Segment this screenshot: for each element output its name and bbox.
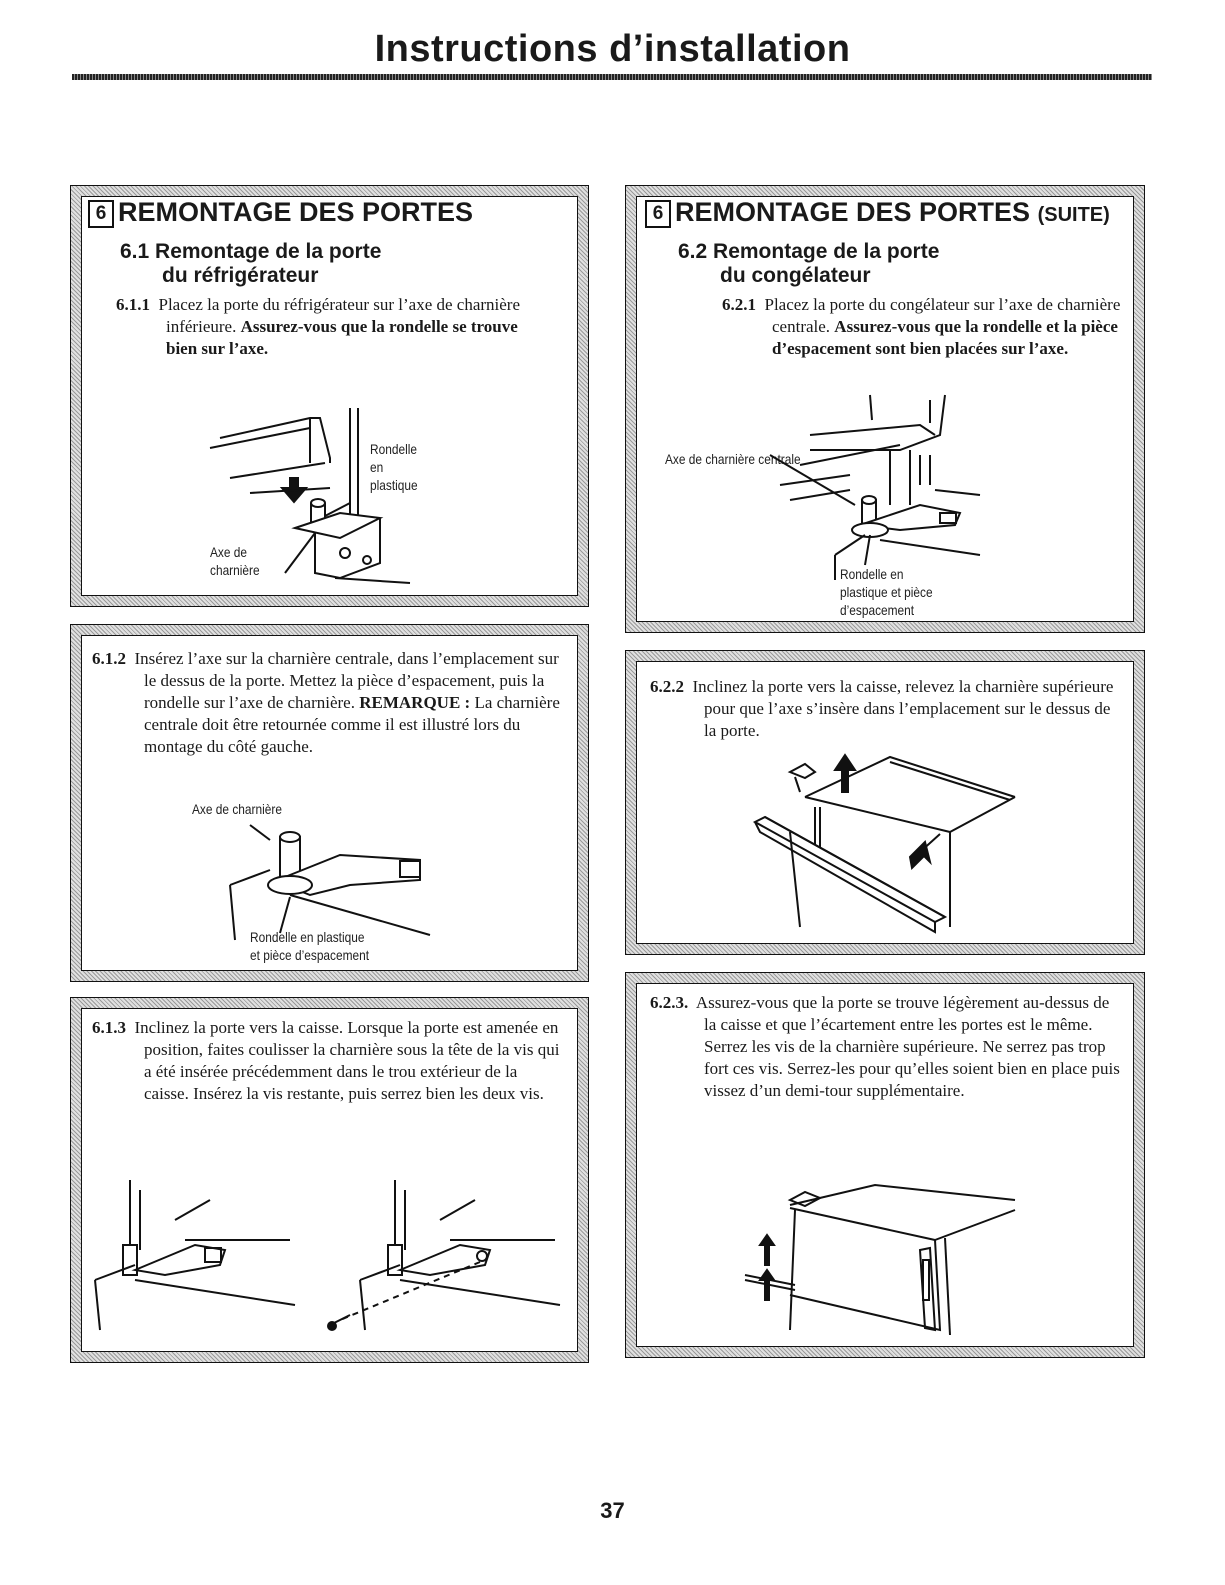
section-number-badge: 6 — [645, 200, 671, 228]
page-number: 37 — [600, 1498, 625, 1523]
section-suffix: (SUITE) — [1037, 204, 1110, 226]
step-6-1-2-text: 6.1.2 Insérez l’axe sur la charnière centrale, dans l’emplacement sur le dessus de la porte. Mettez la pièce d’espacement, puis la rondelle sur l’axe de charnière. REMARQUE : La charnière centrale doit être retournée comme il est illustré lors du montage du côté gauche. — [92, 649, 560, 756]
label-hinge-axis-1: Axe de charnière — [210, 544, 260, 578]
label-washer-1: Rondelle en plastique — [370, 441, 418, 493]
step-6-1-3-text: 6.1.3 Inclinez la porte vers la caisse. Lorsque la porte est amenée en position, faites coulisser la charnière sous la tête de la vis qui a été insérée précédemment dans le trou extérieur de la caisse. Insérez la vis restante, puis serrez bien les deux vis. — [92, 1018, 560, 1103]
section-title: REMONTAGE DES PORTES — [675, 197, 1031, 227]
step-6-2-3-text: 6.2.3. Assurez-vous que la porte se trouve légèrement au-dessus de la caisse et que l’écartement entre les portes est le même. Serrez les vis de la charnière supérieure. Ne serrez pas trop fort ces vis. Serrez-les pour qu’elles soient bien en place puis vissez d’un demi-tour supplémentaire. — [650, 993, 1120, 1100]
section-title: REMONTAGE DES PORTES — [118, 197, 474, 227]
hinge-screws-illustration-b — [320, 1180, 540, 1340]
step-6-2-1-text: 6.2.1 Placez la porte du congélateur sur l’axe de charnière centrale. Assurez-vous que la rondelle et la pièce d’espacement sont bien placées sur l’axe. — [722, 295, 1121, 358]
label-washer-spacer-2: Rondelle en plastique et pièce d’espacement — [250, 929, 370, 963]
subsection-title-6-2: 6.2 Remontage de la porte du congélateur — [678, 240, 940, 287]
label-hinge-axis-2: Axe de charnière — [192, 801, 282, 817]
freezer-door-alignment-illustration — [745, 1180, 1025, 1350]
page-title: Instructions d’installation — [374, 28, 851, 70]
subsection-title-6-1: 6.1 Remontage de la porte du réfrigérateur — [120, 240, 382, 287]
freezer-door-tilt-illustration — [740, 752, 1020, 932]
label-central-hinge-axis: Axe de charnière centrale — [665, 451, 801, 467]
section-number-badge: 6 — [88, 200, 114, 228]
title-divider — [72, 74, 1152, 80]
step-6-1-1-text: 6.1.1 Placez la porte du réfrigérateur sur l’axe de charnière inférieure. Assurez-vous que la rondelle se trouve bien sur l’axe. — [116, 295, 521, 358]
section-heading-left — [88, 197, 473, 228]
hinge-screws-illustration-a — [95, 1180, 305, 1330]
section-heading-right — [645, 197, 1110, 228]
label-washer-spacer-3: Rondelle en plastique et pièce d’espacement — [840, 566, 933, 618]
step-6-2-2-text: 6.2.2 Inclinez la porte vers la caisse, relevez la charnière supérieure pour que l’axe s’insère dans l’emplacement sur le dessus de la porte. — [650, 677, 1114, 740]
hinge-spacer-illustration-2 — [230, 815, 470, 945]
